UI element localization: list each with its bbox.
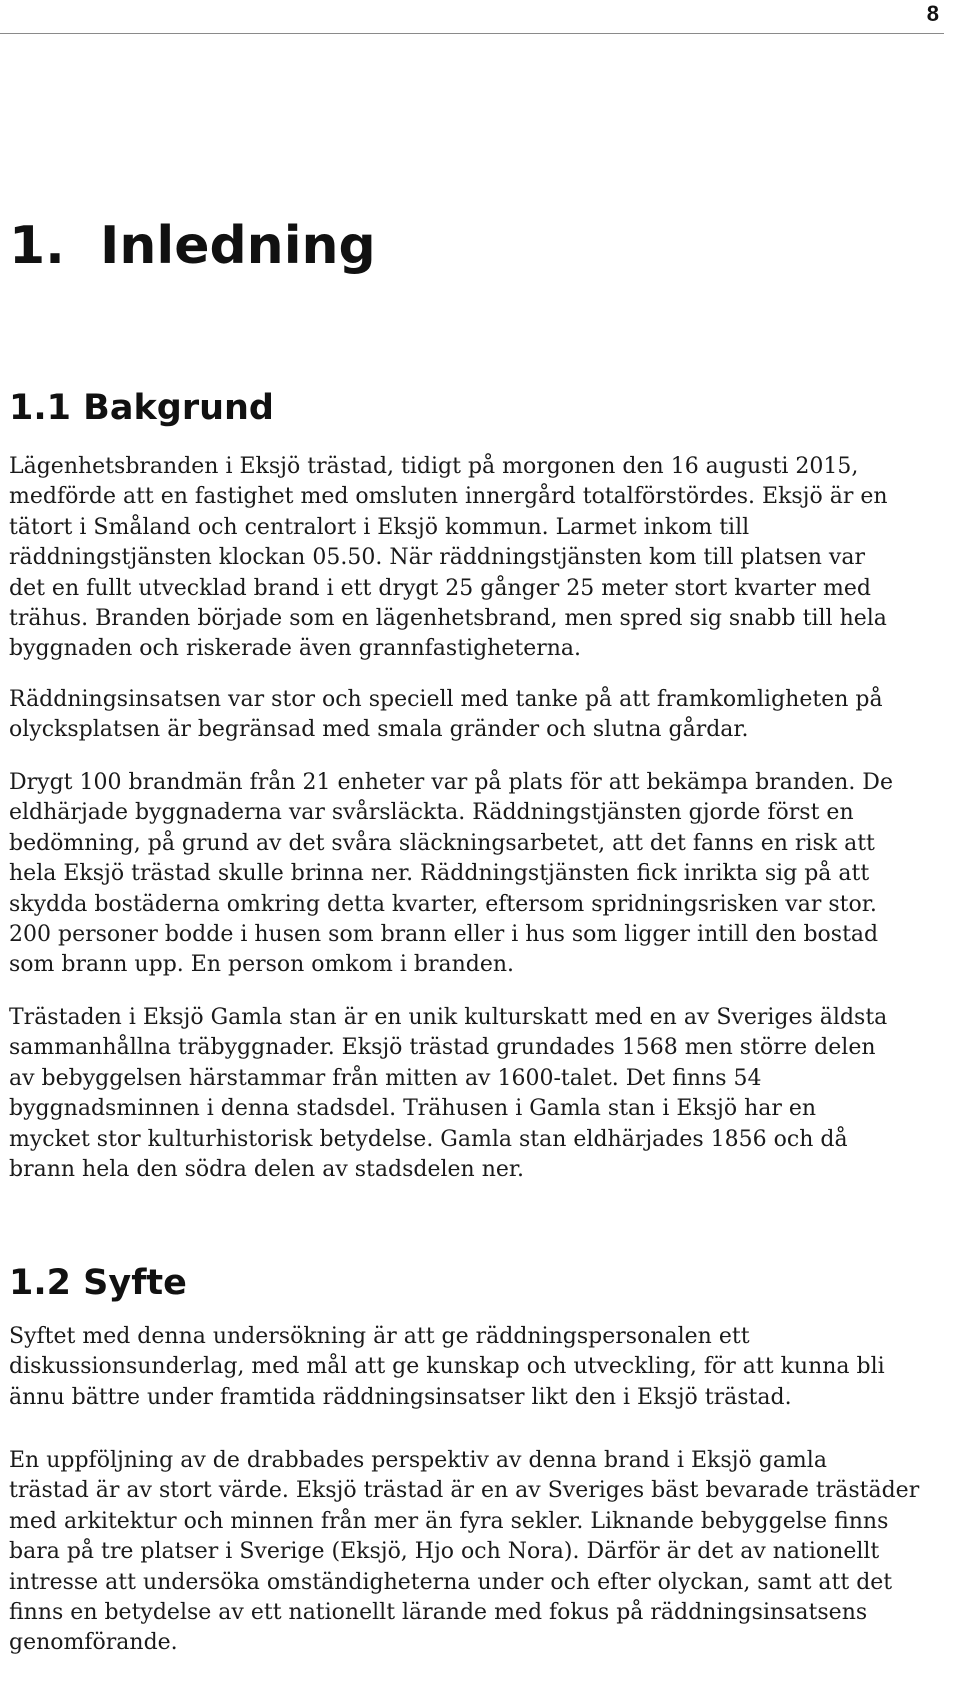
chapter-number: 1. [9,216,65,276]
paragraph [9,1446,954,1659]
paragraph [9,685,954,746]
paragraph-line: byggnadsminnen i denna stadsdel. Trähusen i Gamla stan i Eksjö har en [9,1096,817,1122]
chapter-heading [9,216,609,276]
paragraph-line: med arkitektur och minnen från mer än fyra sekler. Liknande bebyggelse finns [9,1508,889,1534]
paragraph-line: tätort i Småland och centralort i Eksjö kommun. Larmet inkom till [9,514,750,540]
paragraph-line: finns en betydelse av ett nationellt lärande med fokus på räddningsinsatsens [9,1599,868,1625]
paragraph-line: brann hela den södra delen av stadsdelen ner. [9,1156,524,1182]
paragraph [9,1003,954,1185]
paragraph-line: mycket stor kulturhistorisk betydelse. Gamla stan eldhärjades 1856 och då [9,1126,848,1152]
paragraph-line: olycksplatsen är begränsad med smala gränder och slutna gårdar. [9,717,749,743]
paragraph-line: trästad är av stort värde. Eksjö trästad är en av Sveriges bäst bevarade trästäder [9,1478,920,1504]
paragraph-line: Drygt 100 brandmän från 21 enheter var på plats för att bekämpa branden. De [9,770,893,795]
section-heading: 1.2 Syfte [9,1263,187,1303]
paragraph-line: En uppföljning av de drabbades perspektiv av denna brand i Eksjö gamla [9,1448,827,1473]
paragraph-line: bedömning, på grund av det svåra släckningsarbetet, att det fanns en risk att [9,830,875,856]
paragraph-line: ännu bättre under framtida räddningsinsatser likt den i Eksjö trästad. [9,1384,792,1410]
chapter-title: Inledning [100,216,376,276]
paragraph [9,1322,954,1413]
paragraph-line: som brann upp. En person omkom i branden. [9,952,515,978]
paragraph-line: diskussionsunderlag, med mål att ge kunskap och utveckling, för att kunna bli [9,1354,885,1380]
paragraph-line: Syftet med denna undersökning är att ge räddningspersonalen ett [9,1324,750,1349]
page-number: 8 [926,1,939,26]
paragraph-line: bara på tre platser i Sverige (Eksjö, Hjo och Nora). Därför är det av nationellt [9,1539,880,1565]
paragraph-line: eldhärjade byggnaderna var svårsläckta. Räddningstjänsten gjorde först en [9,800,854,826]
paragraph-line: hela Eksjö trästad skulle brinna ner. Räddningstjänsten fick inrikta sig på att [9,861,870,887]
paragraph-line: genomförande. [9,1630,178,1656]
paragraph-line: Räddningsinsatsen var stor och speciell med tanke på att framkomligheten på [9,687,883,712]
section-heading: 1.1 Bakgrund [9,388,274,428]
paragraph-line: räddningstjänsten klockan 05.50. När räddningstjänsten kom till platsen var [9,545,865,571]
paragraph-line: sammanhållna träbyggnader. Eksjö trästad grundades 1568 men större delen [9,1035,876,1061]
paragraph-line: av bebyggelsen härstammar från mitten av 1600-talet. Det finns 54 [9,1065,762,1091]
paragraph-line: intresse att undersöka omständigheterna under och efter olyckan, samt att det [9,1569,893,1595]
paragraph-line: trähus. Branden började som en lägenhetsbrand, men spred sig snabb till hela [9,605,887,631]
paragraph-line: byggnaden och riskerade även grannfastigheterna. [9,636,582,662]
paragraph-line: det en fullt utvecklad brand i ett drygt 25 gånger 25 meter stort kvarter med [9,575,871,601]
paragraph-line: Trästaden i Eksjö Gamla stan är en unik kulturskatt med en av Sveriges äldsta [9,1005,888,1030]
paragraph [9,768,954,981]
header-rule [0,33,944,34]
paragraph-line: 200 personer bodde i husen som brann eller i hus som ligger intill den bostad [9,921,879,947]
paragraph-line: skydda bostäderna omkring detta kvarter, eftersom spridningsrisken var stor. [9,891,877,917]
paragraph [9,452,954,665]
paragraph-line: Lägenhetsbranden i Eksjö trästad, tidigt på morgonen den 16 augusti 2015, [9,454,859,479]
paragraph-line: medförde att en fastighet med omsluten innergård totalförstördes. Eksjö är en [9,484,888,510]
